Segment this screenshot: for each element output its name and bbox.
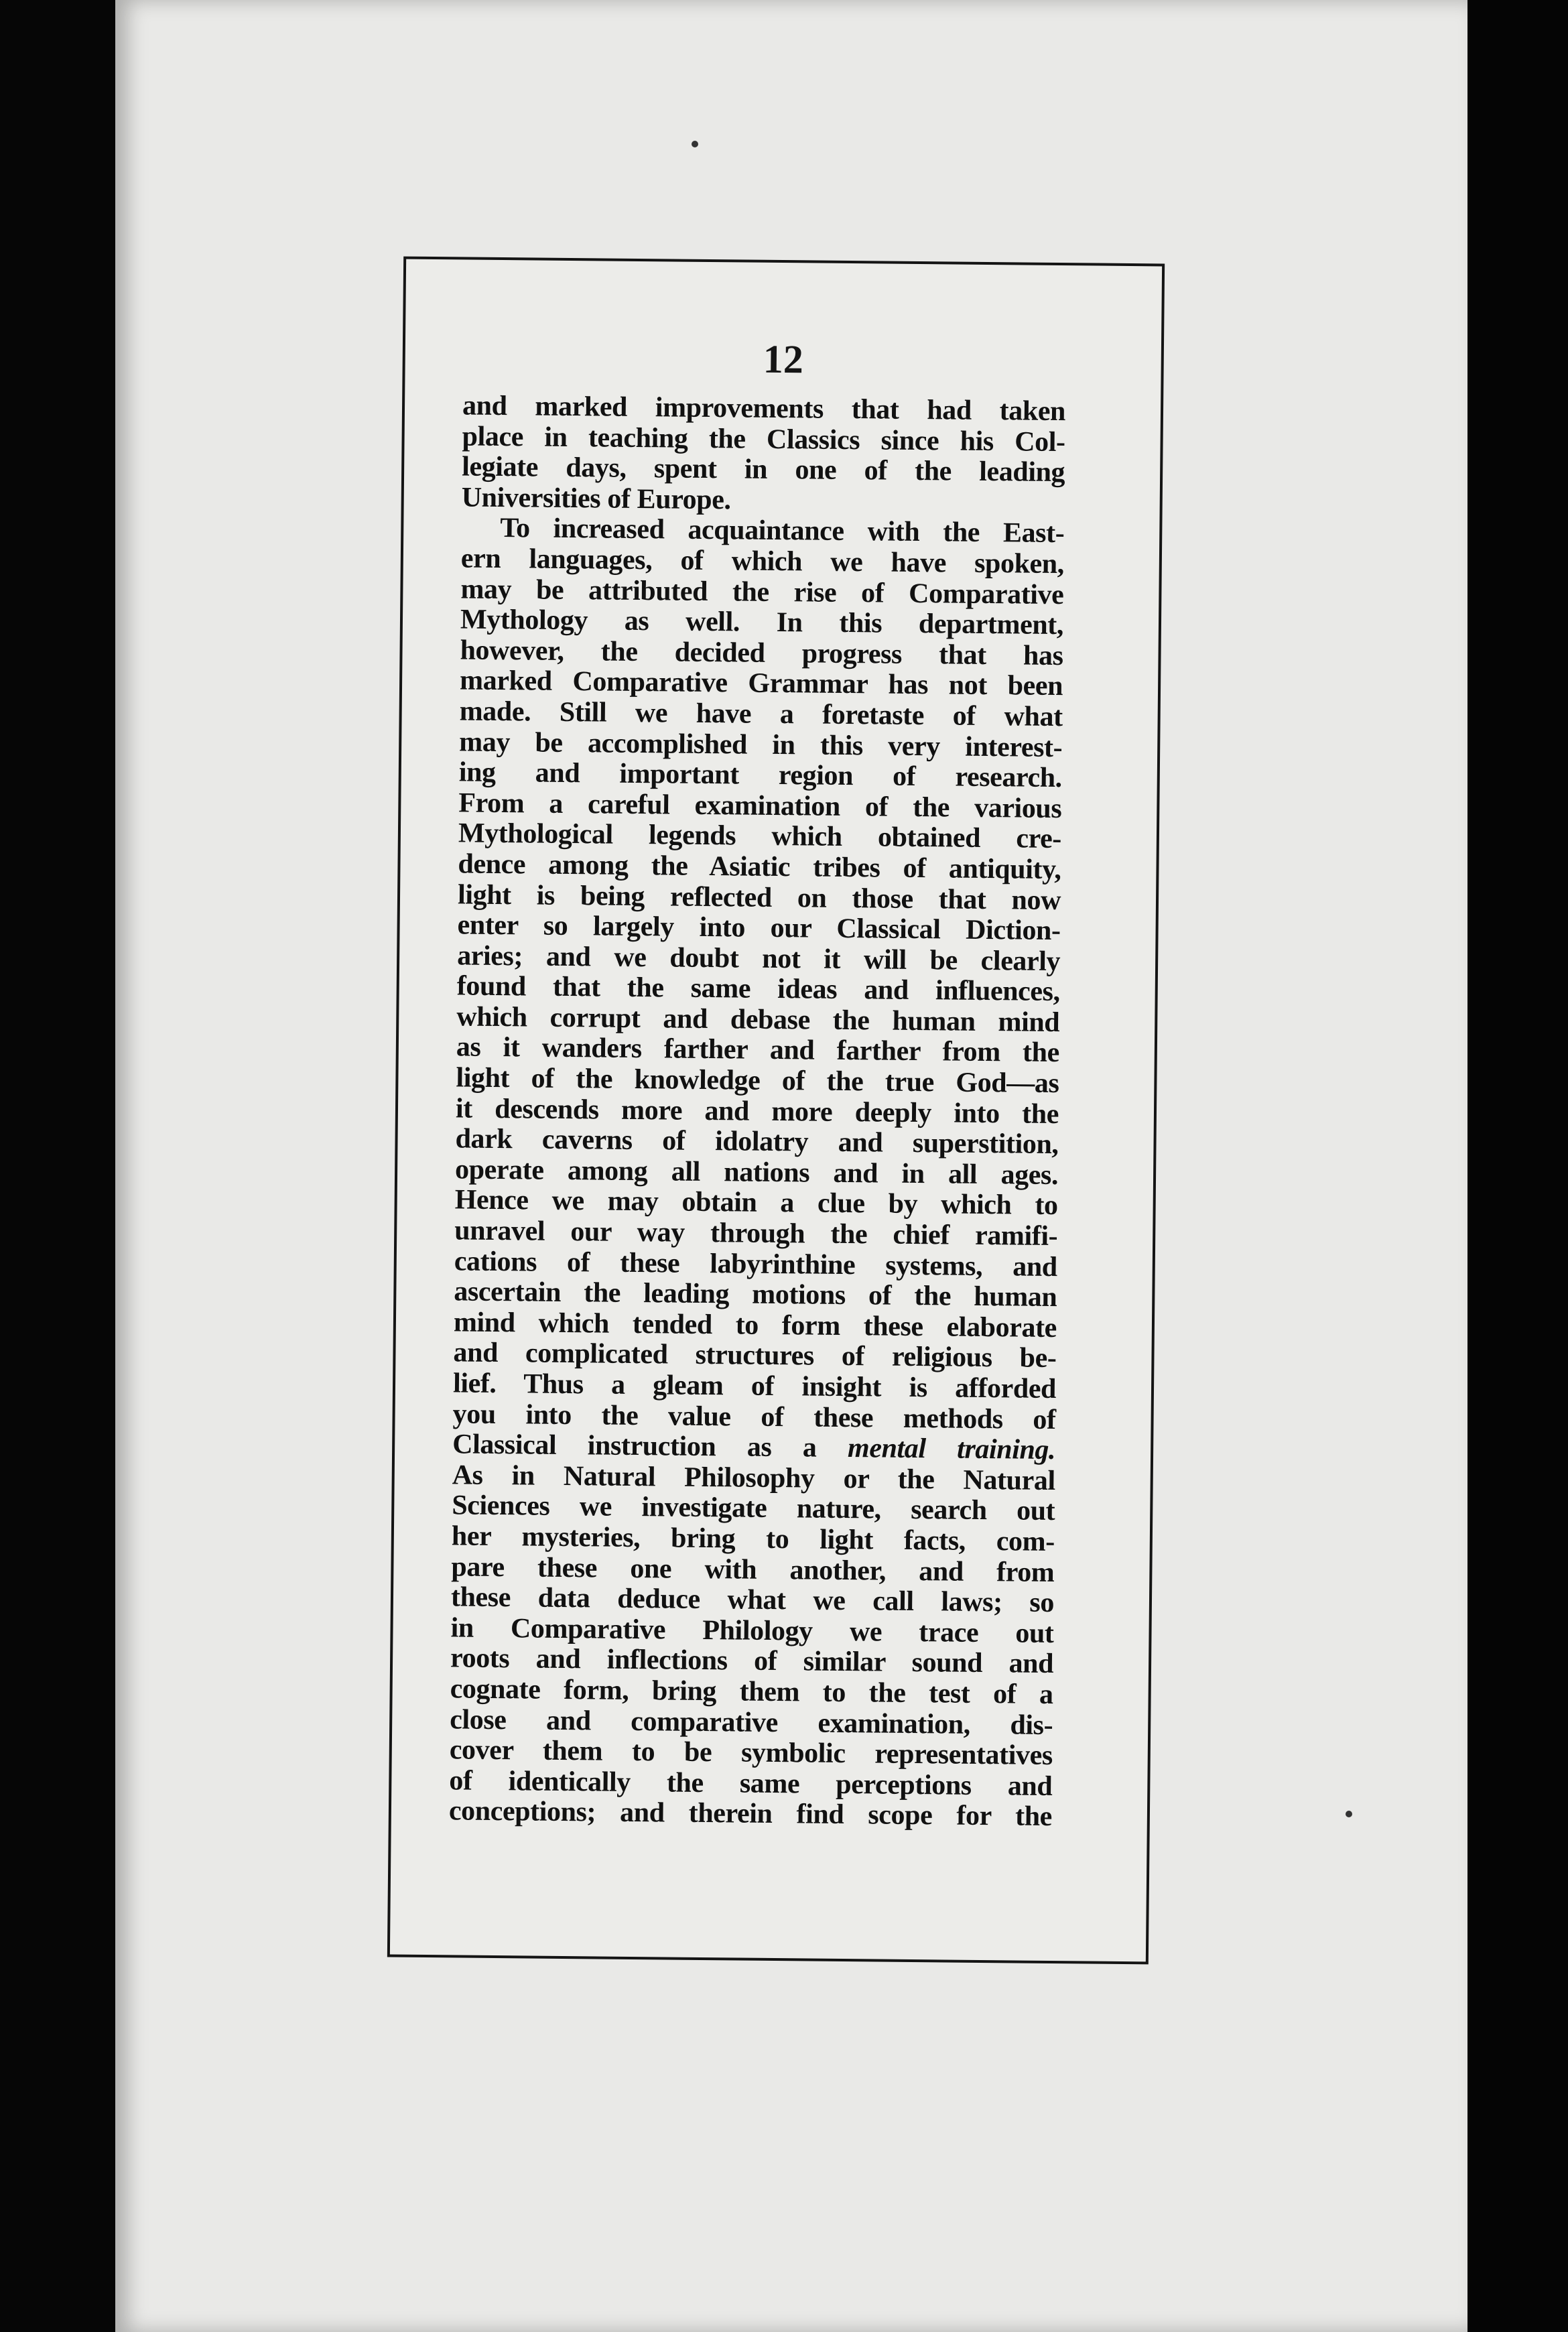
text-line: ascertain the leading motions of the human: [454, 1276, 1057, 1313]
text-line: Hence we may obtain a clue by which to: [454, 1184, 1058, 1222]
text-line: in Comparative Philology we trace out: [450, 1612, 1054, 1649]
text-line: cognate form, bring them to the test of a: [450, 1673, 1053, 1710]
text-line: aries; and we doubt not it will be clearly: [456, 940, 1061, 977]
text-line: and marked improvements that had taken: [462, 390, 1066, 428]
text-line: these data deduce what we call laws; so: [450, 1581, 1055, 1619]
body-text: [449, 391, 1066, 1832]
text-line: operate among all nations and in all ages.: [454, 1154, 1059, 1191]
text-line: her mysteries, bring to light facts, com-: [451, 1520, 1055, 1557]
text-line: however, the decided progress that has: [460, 635, 1063, 671]
scan-margin-left: [0, 0, 114, 2332]
text-line: Universities of Europe.: [461, 482, 731, 516]
text-line: you into the value of these methods of: [452, 1398, 1056, 1435]
adjacent-page-edge: [1467, 0, 1568, 2332]
text-line: made. Still we have a foretaste of what: [459, 696, 1063, 733]
text-line: cover them to be symbolic representatives: [449, 1734, 1053, 1772]
text-line: conceptions; and therein find scope for the: [448, 1795, 1053, 1833]
page-number: 12: [763, 336, 804, 382]
text-line: From a careful examination of the various: [458, 787, 1062, 824]
text-line: ern languages, of which we have spoken,: [460, 543, 1065, 580]
text-line: dence among the Asiatic tribes of antiquity,: [458, 848, 1061, 885]
text-line: pare these one with another, and from: [451, 1551, 1055, 1588]
text-line: legiate days, spent in one of the leading: [461, 451, 1065, 489]
text-line: may be attributed the rise of Comparative: [460, 574, 1064, 610]
text-line: light is being reflected on those that now: [457, 879, 1061, 916]
text-line: roots and inflections of similar sound and: [450, 1642, 1054, 1680]
text-line: may be accomplished in this very interest-: [459, 726, 1063, 763]
text-line: mind which tended to form these elaborate: [453, 1307, 1057, 1344]
text-line: lief. Thus a gleam of insight is afforded: [452, 1368, 1057, 1405]
text-line: close and comparative examination, dis-: [450, 1703, 1053, 1741]
text-line: place in teaching the Classics since his Col-: [462, 421, 1065, 458]
text-line: found that the same ideas and influences,: [456, 970, 1060, 1008]
text-line: dark caverns of idolatry and superstition,: [455, 1123, 1059, 1161]
text-line: as it wanders farther and farther from the: [456, 1031, 1060, 1069]
text-line: ing and important region of research.: [458, 757, 1062, 794]
text-line: light of the knowledge of the true God—as: [456, 1062, 1059, 1100]
ink-speck: [1346, 1811, 1352, 1817]
text-line: which corrupt and debase the human mind: [456, 1001, 1060, 1038]
text-line: unravel our way through the chief ramifi-: [454, 1215, 1058, 1252]
text-line-start: Classical instruction as a: [452, 1429, 817, 1464]
text-line: of identically the same perceptions and: [449, 1765, 1053, 1802]
text-line: Mythological legends which obtained cre-: [458, 818, 1062, 855]
text-line: cations of these labyrinthine systems, and: [454, 1246, 1057, 1283]
text-line: To increased acquaintance with the East-: [500, 513, 1065, 549]
emphasis-phrase: mental training.: [847, 1433, 1056, 1466]
text-line: Sciences we investigate nature, search out: [452, 1490, 1055, 1527]
text-line: enter so largely into our Classical Diction-: [457, 909, 1061, 947]
text-line: and complicated structures of religious be-: [453, 1337, 1057, 1374]
text-line: As in Natural Philosophy or the Natural: [452, 1460, 1055, 1496]
text-line: Mythology as well. In this department,: [460, 604, 1064, 641]
text-line: it descends more and more deeply into the: [455, 1093, 1059, 1130]
text-line: marked Comparative Grammar has not been: [459, 665, 1063, 702]
text-frame: [387, 257, 1165, 1965]
ink-speck: [692, 141, 698, 147]
